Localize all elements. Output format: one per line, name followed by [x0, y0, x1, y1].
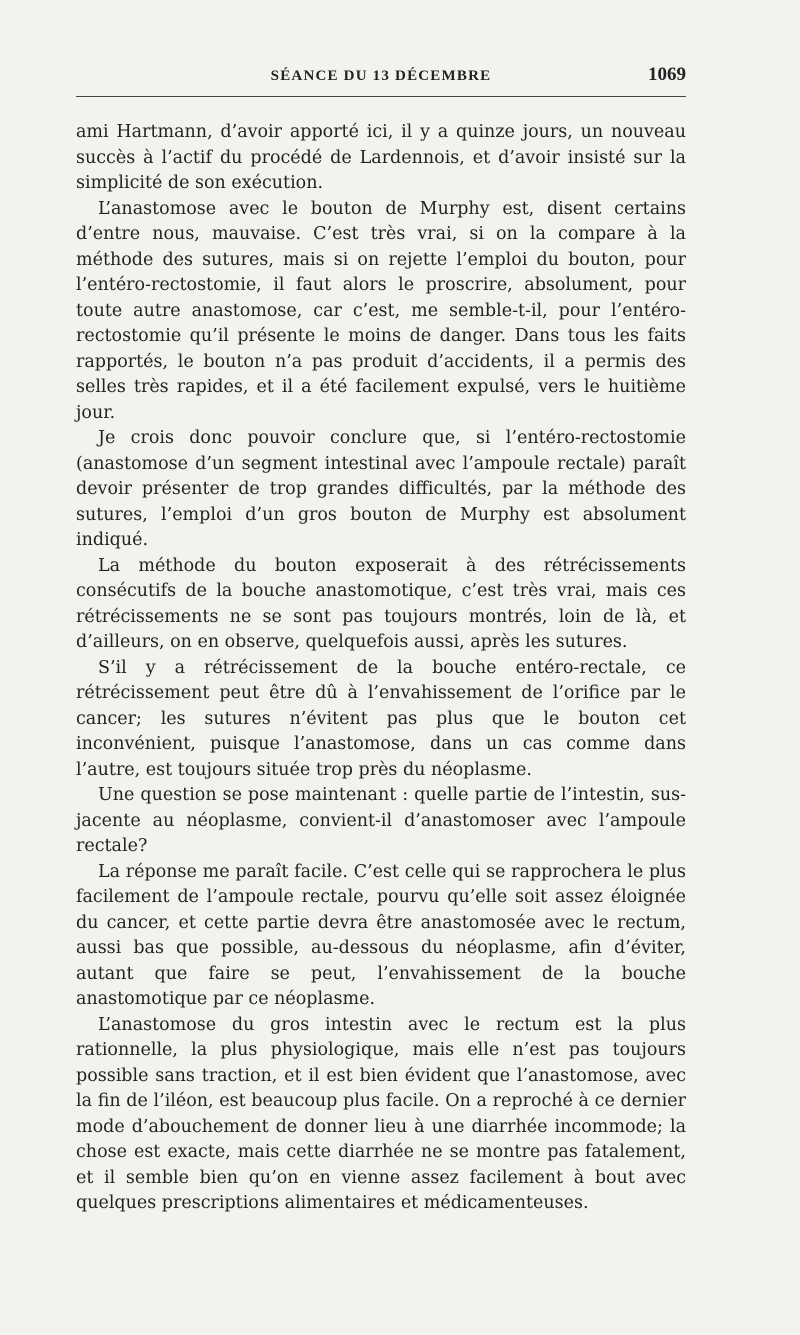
header-rule: [76, 96, 686, 97]
paragraph: L’anastomose du gros intestin avec le rectum est la plus rationnelle, la plus physiologique, mais elle n’est pas toujours possible sans traction, et il est bien évident que l’anastomose, avec la fin de l’iléon, est beaucoup plus facile. On a reproché à ce dernier mode d’abouchement de donner lieu à une diarrhée incommode; la chose est exacte, mais cette diarrhée ne se montre pas fatalement, et il semble bien qu’on en vienne assez facilement à bout avec quelques prescriptions alimentaires et médicamenteuses.: [76, 1014, 686, 1213]
paragraph: ami Hartmann, d’avoir apporté ici, il y a quinze jours, un nouveau succès à l’actif du procédé de Lardennois, et d’avoir insisté sur la simplicité de son exécution.: [76, 122, 686, 193]
paragraph: La réponse me paraît facile. C’est celle qui se rapprochera le plus facilement de l’ampoule rectale, pourvu qu’elle soit assez éloignée du cancer, et cette partie devra être anastomosée avec le rectum, aussi bas que possible, au-dessous du néoplasme, afin d’éviter, autant que faire se peut, l’envahissement de la bouche anastomotique par ce néoplasme.: [76, 861, 686, 1009]
running-head: SÉANCE DU 13 DÉCEMBRE: [270, 68, 492, 84]
paragraph: L’anastomose avec le bouton de Murphy est, disent certains d’entre nous, mauvaise. C’est très vrai, si on la compare à la méthode des sutures, mais si on rejette l’emploi du bouton, pour l’entéro-rectostomie, il faut alors le proscrire, absolument, pour toute autre anastomose, car c’est, me semble-t-il, pour l’entéro-rectostomie qu’il présente le moins de danger. Dans tous les faits rapportés, le bouton n’a pas produit d’accidents, il a permis des selles très rapides, et il a été facilement expulsé, vers le huitième jour.: [76, 198, 686, 423]
page-number: 1069: [648, 64, 686, 85]
paragraph: S’il y a rétrécissement de la bouche entéro-rectale, ce rétrécissement peut être dû à l’envahissement de l’orifice par le cancer; les sutures n’évitent pas plus que le bouton cet inconvénient, puisque l’anastomose, dans un cas comme dans l’autre, est toujours située trop près du néoplasme.: [76, 657, 686, 780]
paragraph: Une question se pose maintenant : quelle partie de l’intestin, sus-jacente au néoplasme, convient-il d’anastomoser avec l’ampoule rectale?: [76, 785, 686, 856]
body-text: [76, 120, 686, 1217]
paragraph: Je crois donc pouvoir conclure que, si l’entéro-rectostomie (anastomose d’un segment intestinal avec l’ampoule rectale) paraît devoir présenter de trop grandes difficultés, par la méthode des sutures, l’emploi d’un gros bouton de Murphy est absolument indiqué.: [76, 428, 686, 550]
page-header: [76, 62, 686, 100]
paragraph: La méthode du bouton exposerait à des rétrécissements consécutifs de la bouche anastomotique, c’est très vrai, mais ces rétrécissements ne se sont pas toujours montrés, loin de là, et d’ailleurs, on en observe, quelquefois aussi, après les sutures.: [76, 555, 686, 652]
